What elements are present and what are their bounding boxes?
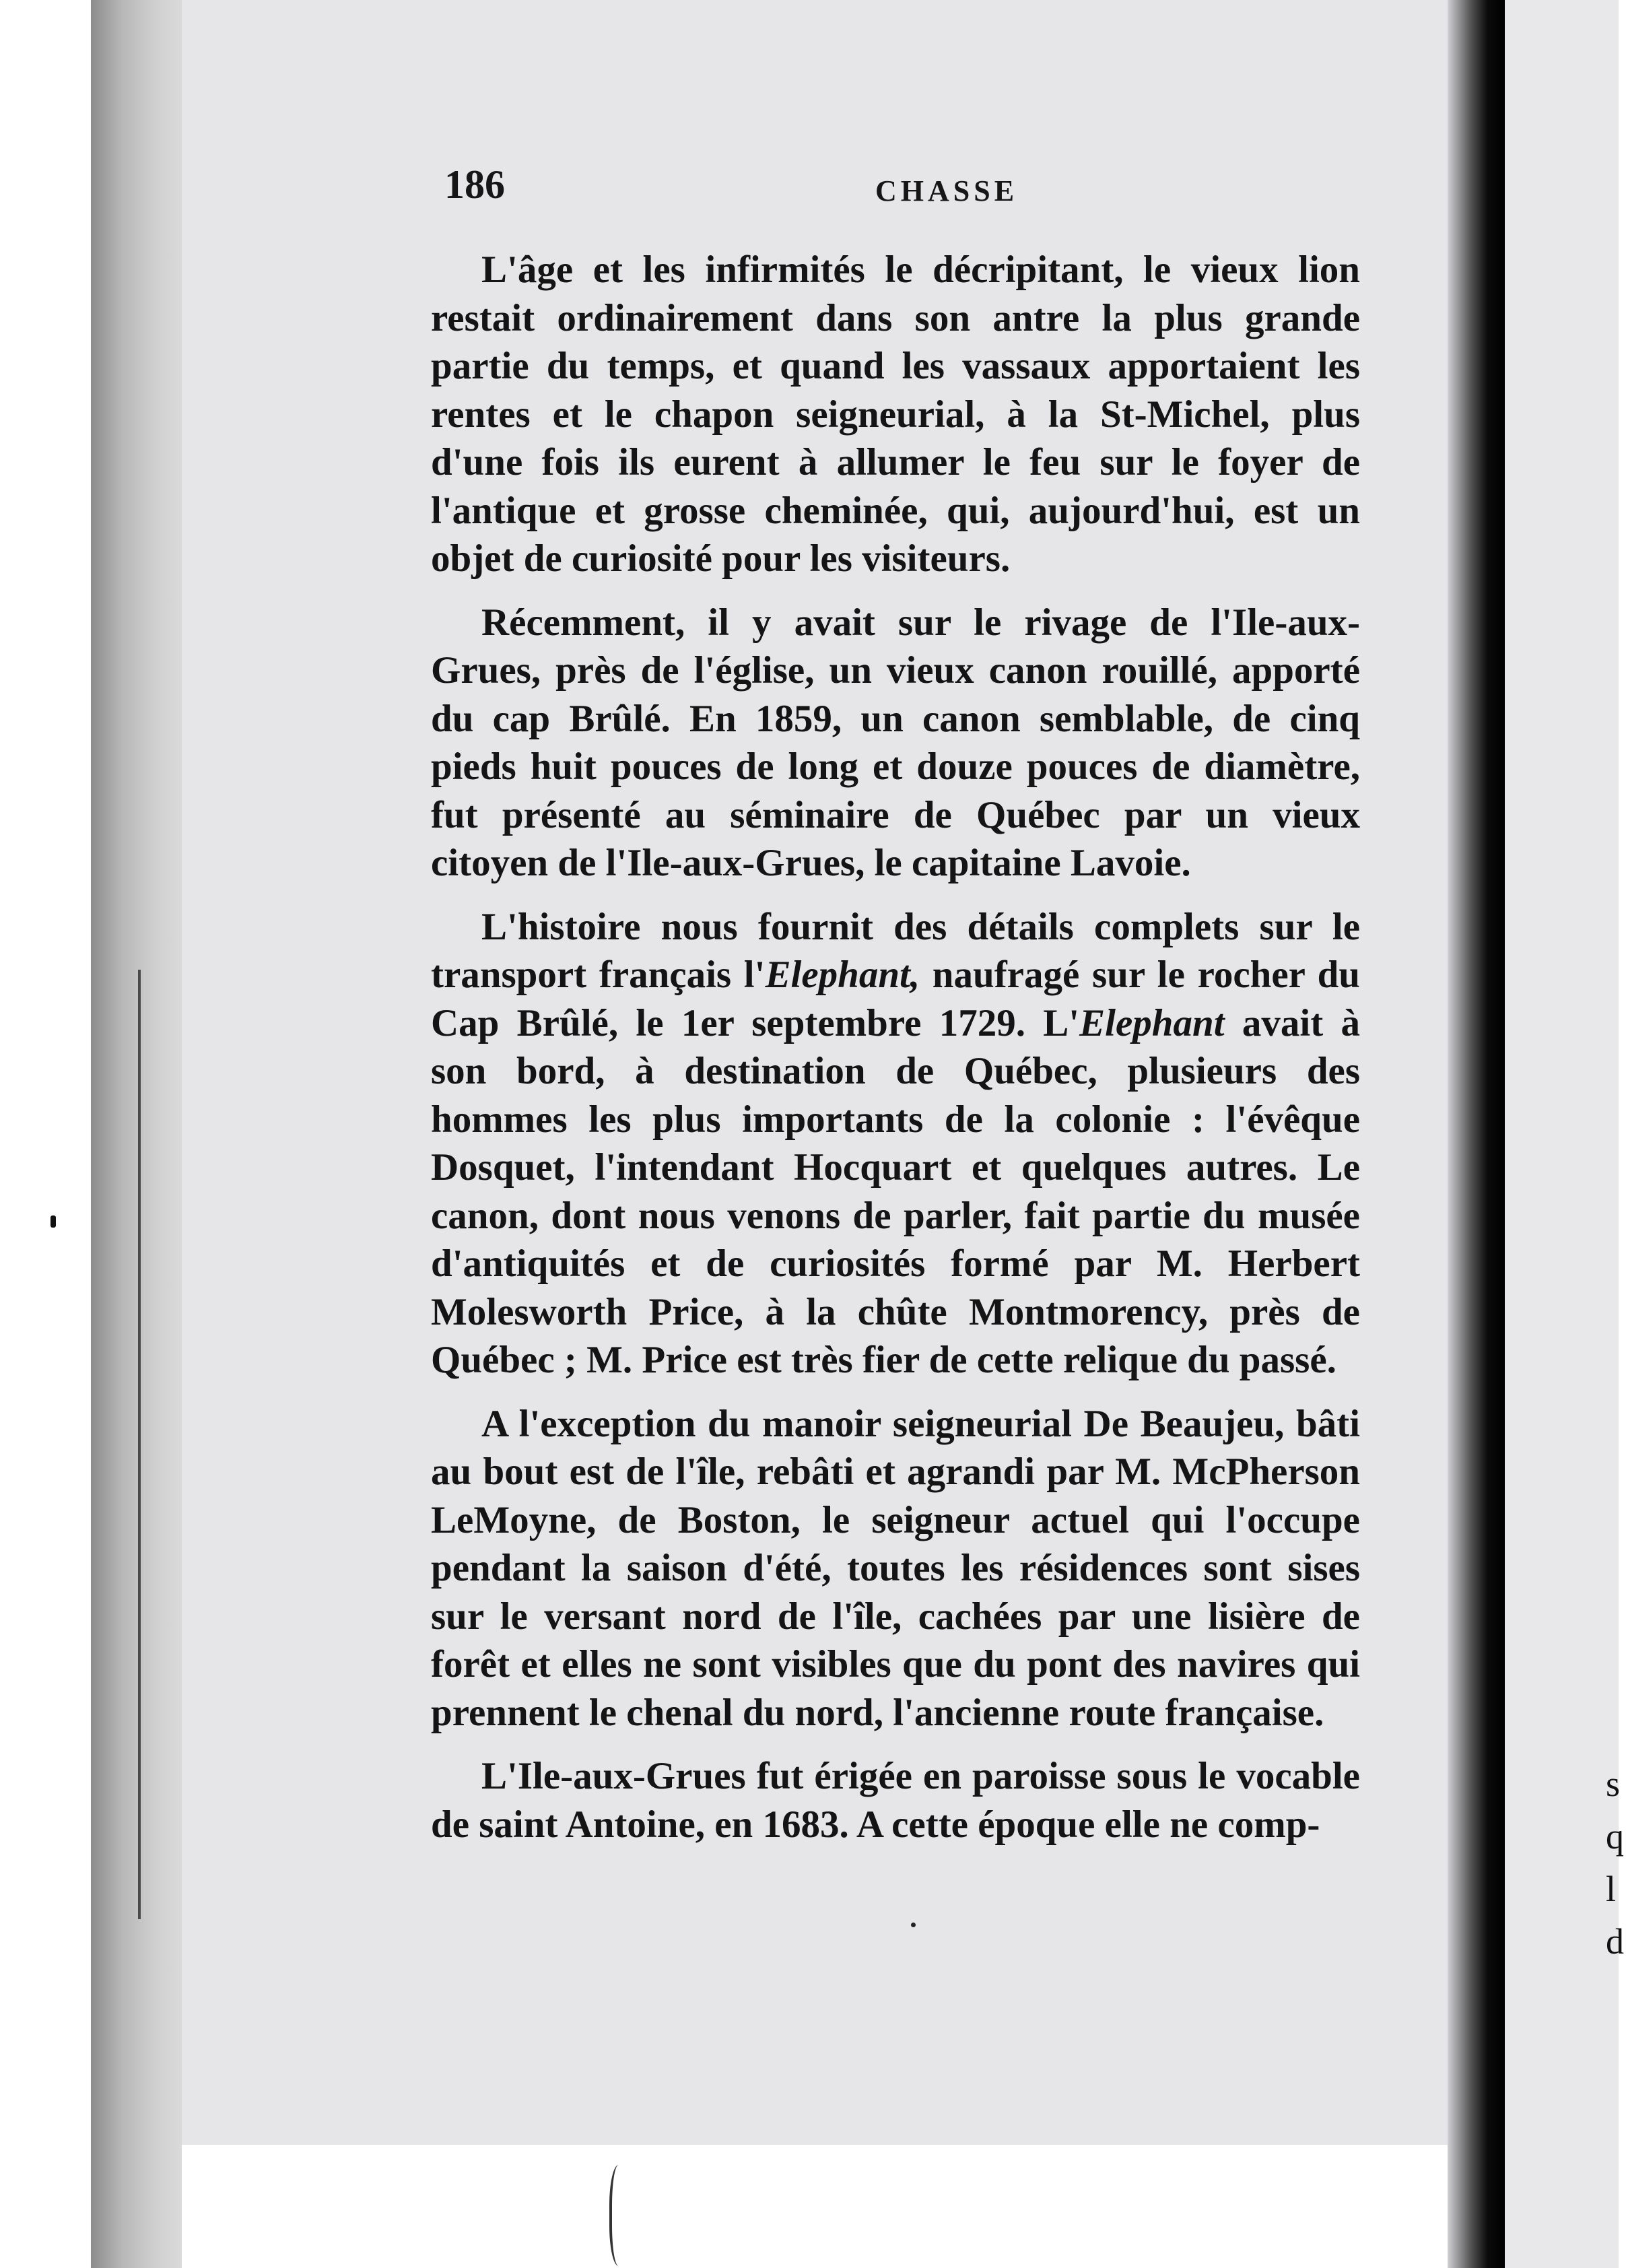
text-run: A l'exception du manoir seigneurial De Beaujeu, bâti au bout est de l'île, rebâti et agrandi par M. McPherson LeMoyne, de Boston, le seigneur actuel qui l'occupe pendant la saison d'été, toutes les résidences sont sises sur le versant nord de l'île, cachées par une lisière de forêt et elles ne sont visibles que du pont des navires qui prennent le chenal du nord, l'ancienne route française. [431, 1402, 1360, 1734]
ink-speck [911, 1923, 916, 1927]
text-run: avait à son bord, à destination de Québec, plusieurs des hommes les plus importants de la colonie : l'évêque Dosquet, l'intendant Hocquart et quelques autres. Le canon, dont nous venons de parler, fait partie du musée d'antiquités et de curiosités formé par M. Herbert Molesworth Price, à la chûte Montmorency, près de Québec ; M. Price est très fier de cette relique du passé. [431, 1001, 1360, 1381]
binding-shadow [91, 0, 182, 2268]
facing-page-char: d [1606, 1921, 1624, 1962]
facing-page-fragment [1606, 1758, 1626, 1968]
paragraph [431, 246, 1360, 583]
facing-page-char: q [1606, 1816, 1624, 1857]
text-run: L'histoire nous fournit des détails complets sur le transport français l' [431, 905, 1360, 996]
facing-page-char: s [1606, 1764, 1621, 1804]
page-number: 186 [444, 162, 505, 207]
binding-line [138, 970, 141, 1919]
page-header [444, 162, 1360, 215]
running-head: CHASSE [875, 174, 1019, 207]
paragraph [431, 1400, 1360, 1737]
binding-mark [50, 1215, 56, 1228]
text-run: L'Ile-aux-Grues fut érigée en paroisse sous le vocable de saint Antoine, en 1683. A cette époque elle ne comp- [431, 1755, 1360, 1846]
italic-text: Elephant [1079, 1001, 1225, 1044]
page-curl [609, 2165, 632, 2266]
body-text [431, 246, 1360, 1864]
italic-text: Elephant, [765, 954, 920, 996]
facing-page-char: l [1606, 1869, 1617, 1909]
paragraph [431, 903, 1360, 1385]
page-bottom-margin [182, 2145, 1501, 2268]
page-gutter [1448, 0, 1505, 2268]
text-run: naufragé sur le rocher du Cap Brûlé, le 1er septembre 1729. L' [431, 954, 1360, 1044]
text-run: L'âge et les infirmités le décripitant, le vieux lion restait ordinairement dans son antre la plus grande partie du temps, et quand les vassaux apportaient les rentes et le chapon seigneurial, à la St-Michel, plus d'une fois ils eurent à allumer le feu sur le foyer de l'antique et grosse cheminée, qui, aujourd'hui, est un objet de curiosité pour les visiteurs. [431, 248, 1360, 580]
paragraph [431, 599, 1360, 888]
facing-page [1505, 0, 1619, 2268]
scan-margin [0, 0, 91, 2268]
paragraph [431, 1752, 1360, 1848]
text-run: Récemment, il y avait sur le rivage de l'Ile-aux-Grues, près de l'église, un vieux canon rouillé, apporté du cap Brûlé. En 1859, un canon semblable, de cinq pieds huit pouces de long et douze pouces de diamètre, fut présenté au séminaire de Québec par un vieux citoyen de l'Ile-aux-Grues, le capitaine Lavoie. [431, 601, 1360, 884]
